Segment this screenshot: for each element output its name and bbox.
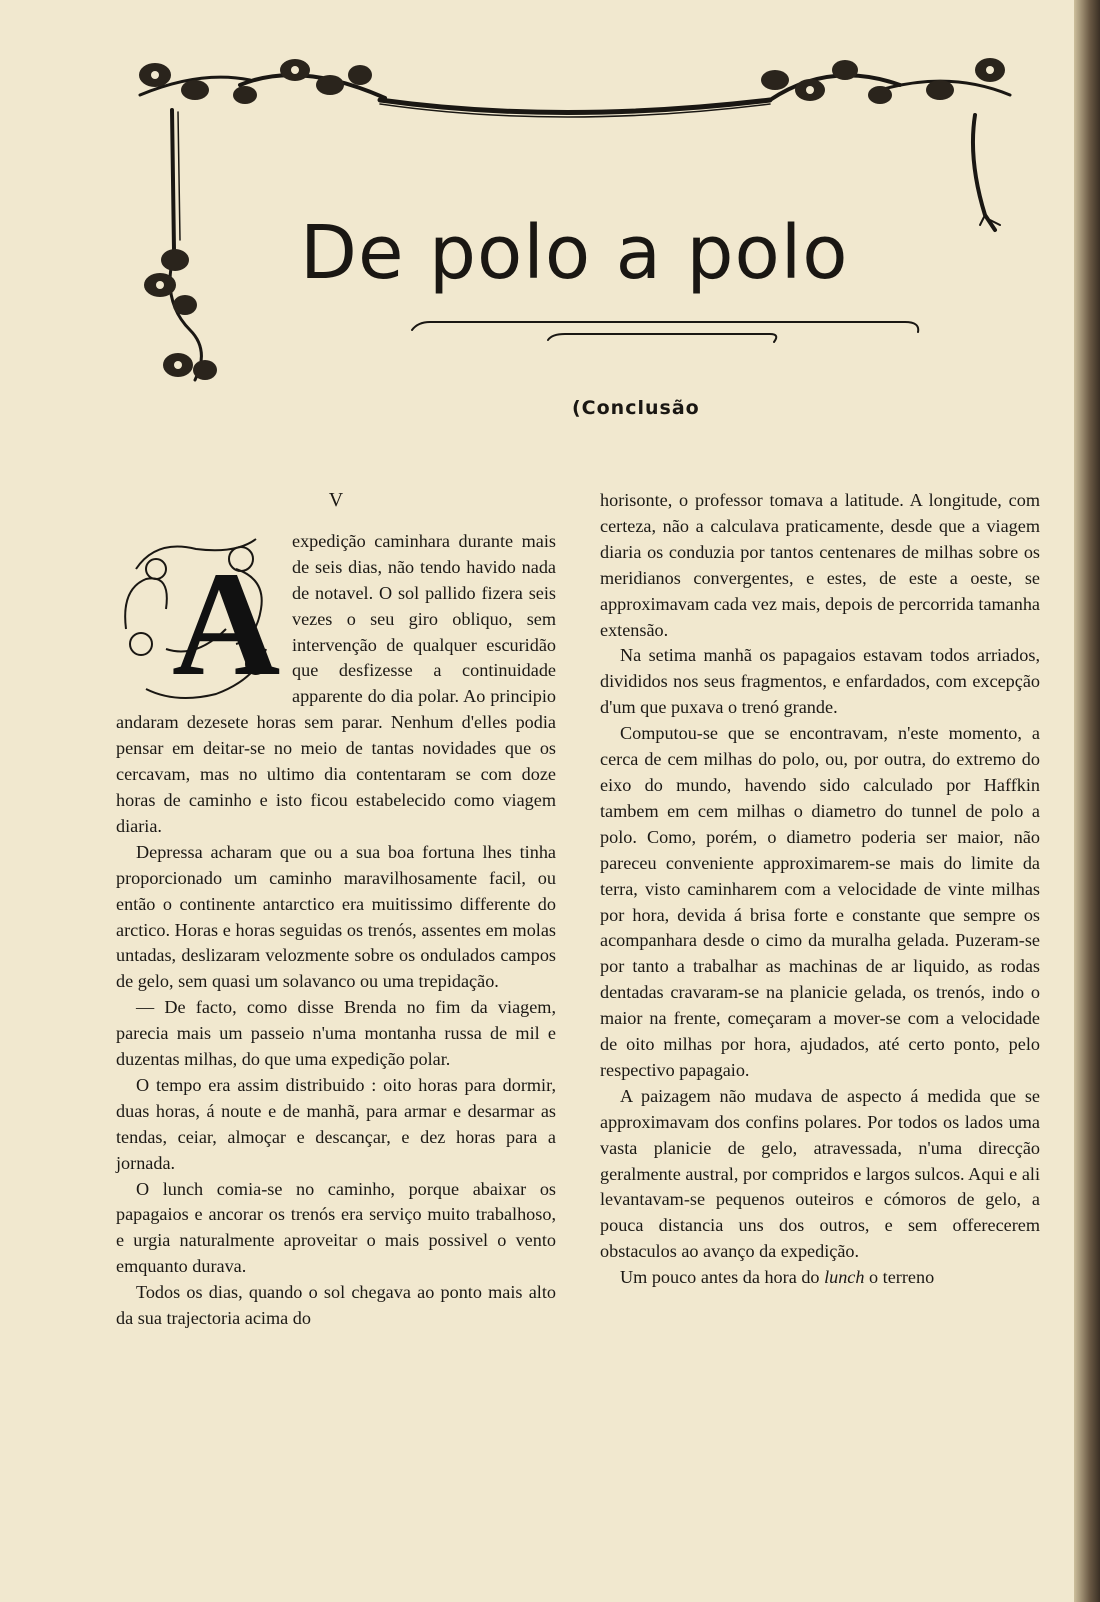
paragraph: expedição caminhara durante mais de seis dias, não tendo havido nada de notavel. O sol pallido fizera seis vezes o seu giro obliquo, sem intervenção de qualquer escuridão que desfizesse a continuidade apparente do dia polar. Ao principio andaram dezesete horas sem parar. Nenhum d'elles podia pensar em deitar-se no meio de tantas novidades que os cercavam, mas no ultimo dia contentaram se com doze horas de caminho e isto ficou estabelecido como viagem diaria. (116, 530, 556, 836)
text-span: o terreno (864, 1267, 935, 1288)
paragraph: Todos os dias, quando o sol chegava ao ponto mais alto da sua trajectoria acima do (116, 1282, 556, 1329)
paragraph: Computou-se que se encontravam, n'este momento, a cerca de cem milhas do polo, ou, por outra, do extremo do eixo do mundo, havendo sido calculado por Haffkin tambem em cem milhas o diametro do tunnel de polo a polo. Como, porém, o diametro poderia ser maior, não pareceu conveniente approximarem-se mais do limite da terra, visto caminharem com a velocidade de vinte milhas por hora, devida á brisa forte e constante que sempre os acompanhara desde o cimo da muralha gelada. Puzeram-se por tanto a trabalhar as machinas de ar liquido, as rodas dentadas cravaram-se na planicie gelada, os trenós, indo o maior na frente, começaram a mover-se com a velocidade de oito milhas por hora, ajudados, até certo ponto, pelo respectivo papagaio. (600, 723, 1040, 1080)
paragraph: O tempo era assim distribuido : oito horas para dormir, duas horas, á noute e de manhã, para armar e desarmar as tendas, ceiar, almoçar e descançar, e dez horas para a jornada. (116, 1074, 556, 1173)
article-title: De polo a polo (300, 210, 849, 296)
left-column (116, 488, 556, 1332)
section-number: V (328, 489, 344, 511)
paragraph: — De facto, como disse Brenda no fim da viagem, parecia mais um passeio n'uma montanha russa de mil e duzentas milhas, do que uma expedição polar. (116, 997, 556, 1070)
paragraph: horisonte, o professor tomava a latitude. A longitude, com certeza, não a calculava praticamente, desde que a viagem diaria os conduzia por tantos centenares de milhas sobre os meridianos convergentes, e estes, de este a oeste, se approximavam cada vez mais, depois de percorrida tamanha extensão. (600, 490, 1040, 640)
text-span: Um pouco antes da hora do (620, 1267, 825, 1288)
paragraph-last (600, 1265, 1040, 1291)
paragraph: Depressa acharam que ou a sua boa fortuna lhes tinha proporcionado um caminho maravilhosamente facil, ou então o continente antarctico era muitissimo differente do arctico. Horas e horas seguidas os trenós, assentes em molas untadas, deslizaram velozmente sobre os ondulados campos de gelo, sem quasi um solavanco ou uma trepidação. (116, 841, 556, 992)
ornamental-dropcap (116, 529, 282, 709)
dropcap-letter: A (172, 540, 281, 707)
right-column (600, 488, 1040, 1291)
paragraph: A paizagem não mudava de aspecto á medida que se approximavam dos confins polares. Por todos os lados uma vasta planicie de gelo, atravessada, n'uma direcção geralmente austral, por compridos e largos sulcos. Aqui e ali levantavam-se pequenos outeiros e cómoros de gelo, a pouca distancia uns dos outros, e sem offerecerem obstaculos ao avanço da expedição. (600, 1085, 1040, 1262)
italic-word: lunch (824, 1267, 865, 1288)
paragraph: Na setima manhã os papagaios estavam todos arriados, divididos nos seus fragmentos, e enfardados, com excepção d'um que puxava o trenó grande. (600, 645, 1040, 718)
article-subtitle: (Conclusão (572, 397, 700, 419)
paragraph: O lunch comia-se no caminho, porque abaixar os papagaios e ancorar os trenós era serviço muito trabalhoso, e urgia naturalmente aproveitar o mais possivel o vento emquanto durava. (116, 1178, 556, 1277)
